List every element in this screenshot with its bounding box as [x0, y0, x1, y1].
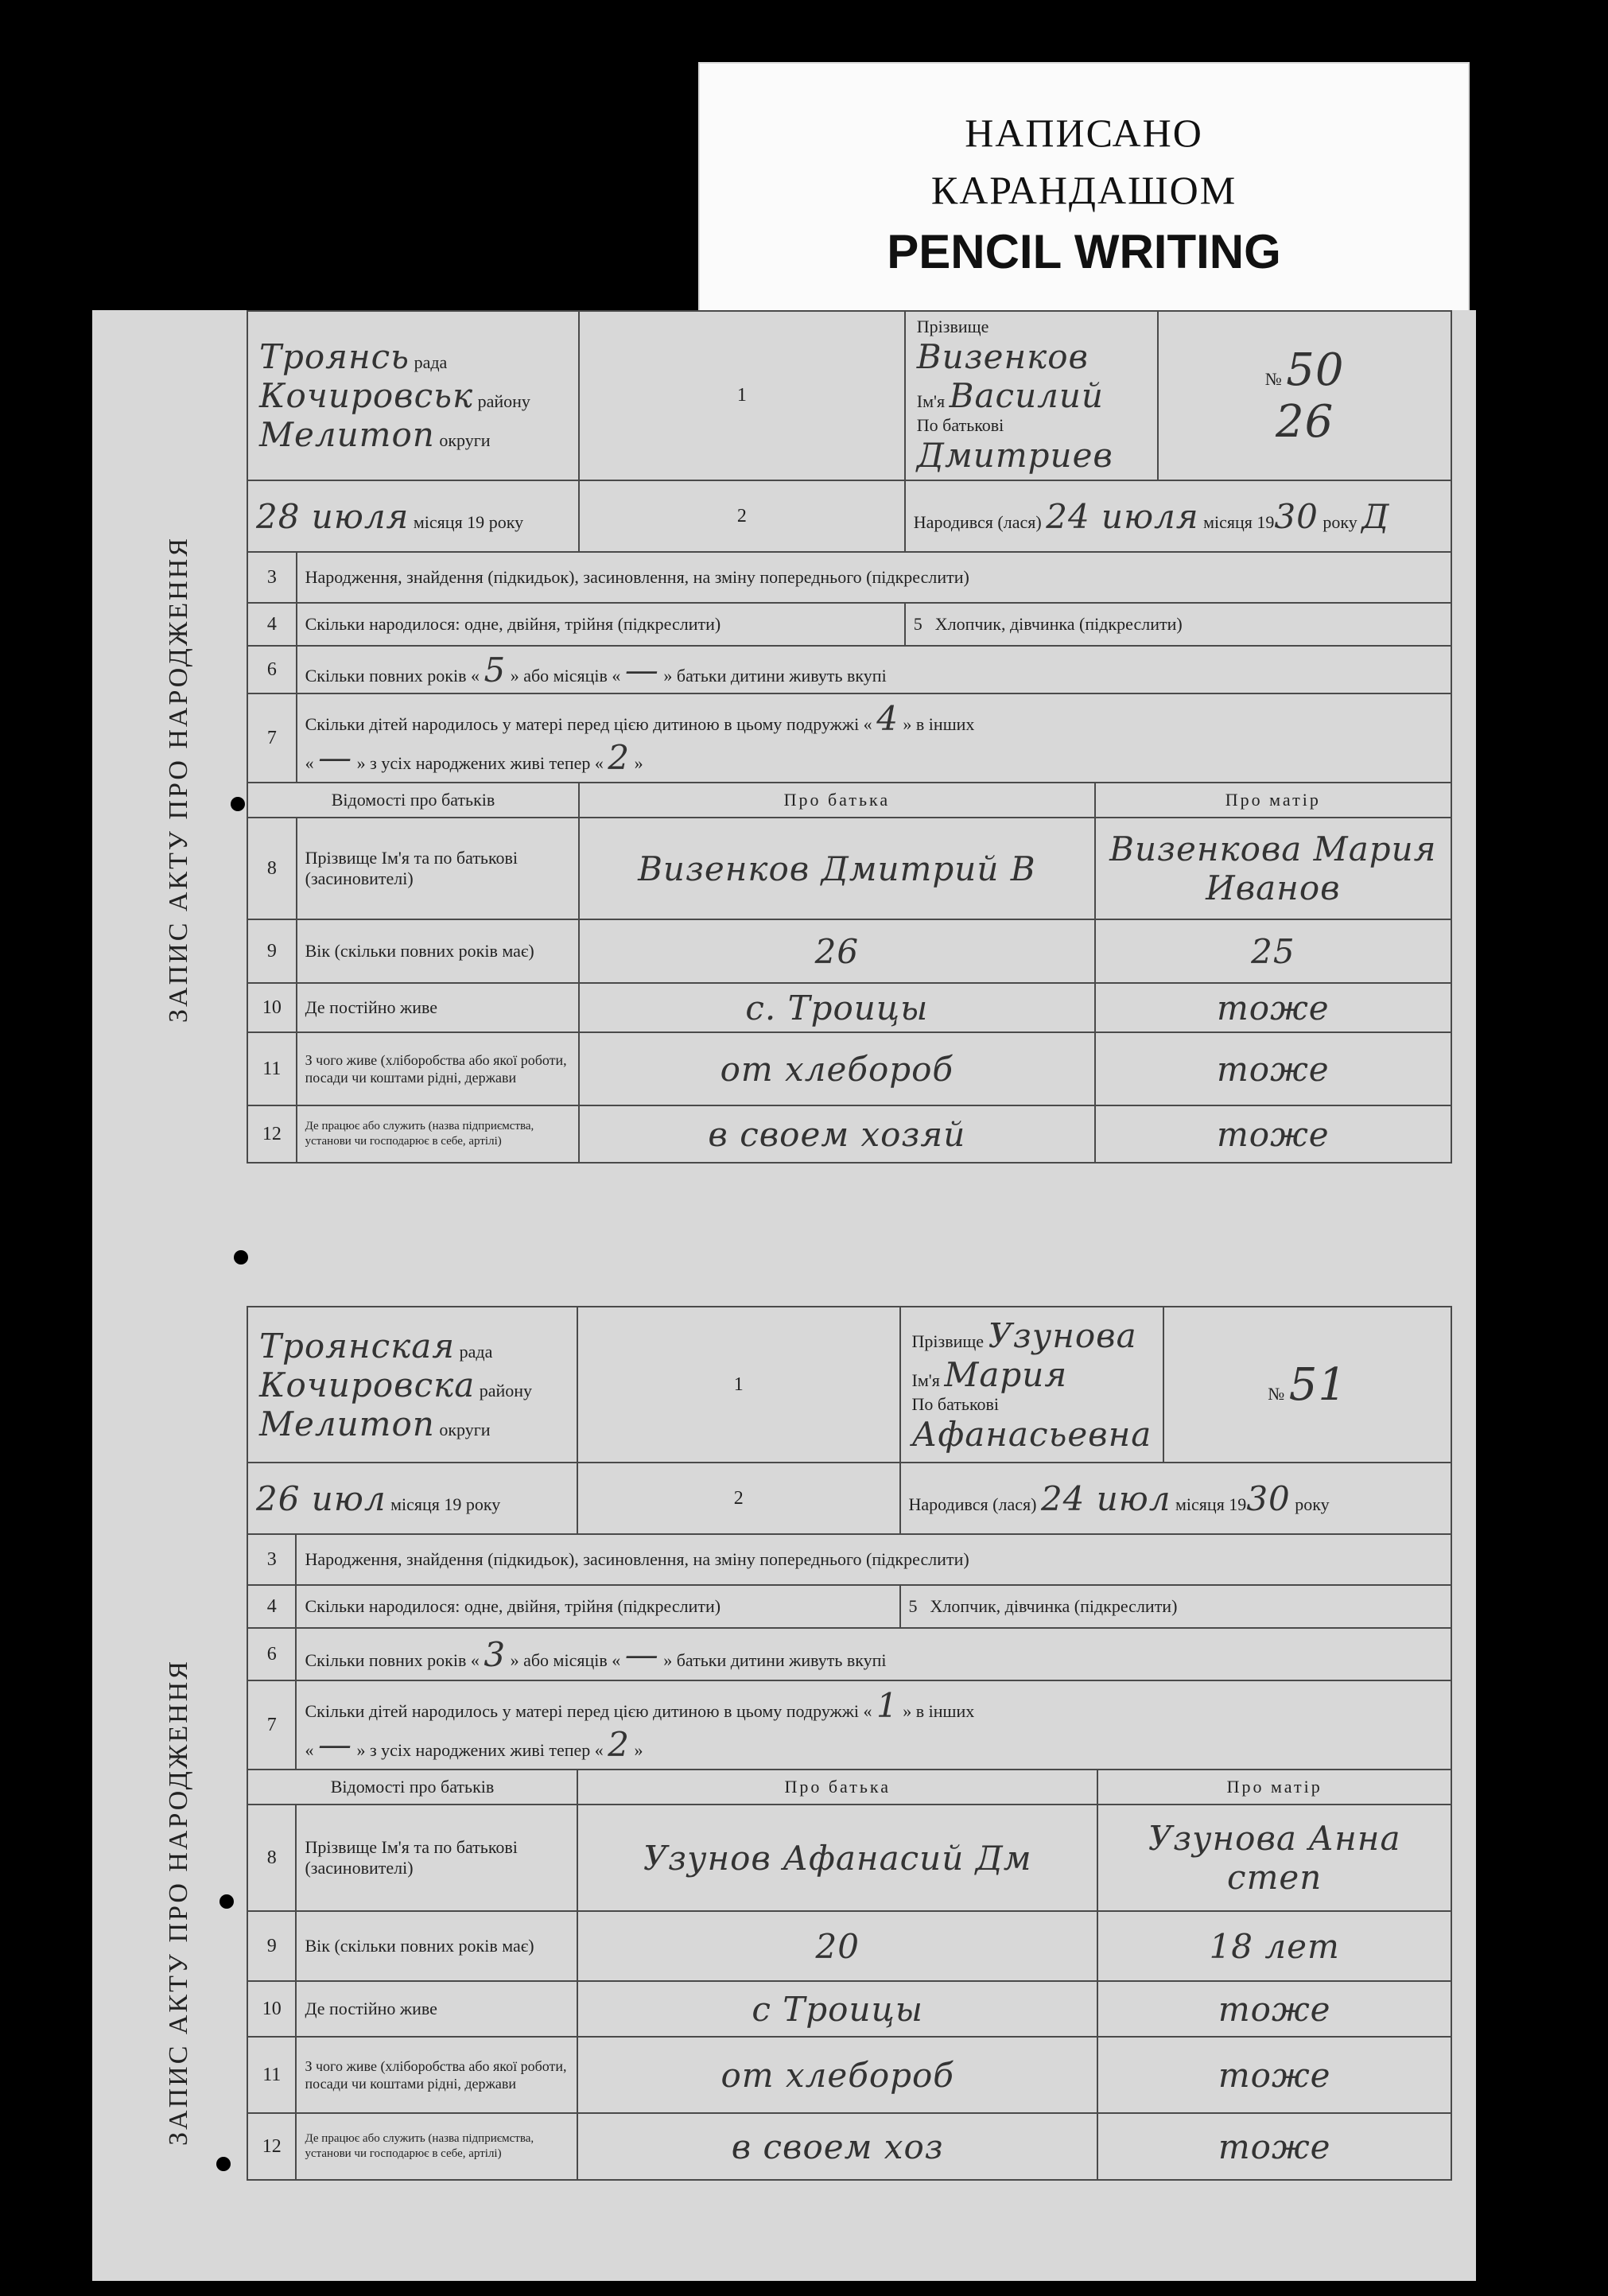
mother-age: 18 лет: [1097, 1911, 1451, 1981]
birth-record-51: [164, 1306, 1455, 2281]
row-5: Хлопчик, дівчинка (підкреслити): [930, 1596, 1178, 1616]
record-side-title: ЗАПИС АКТУ ПРО НАРОДЖЕННЯ: [164, 536, 193, 1023]
raion-label: району: [477, 391, 530, 411]
row-9-label: Вік (скільки повних років має): [296, 1911, 577, 1981]
pencil-writing-label: [698, 62, 1470, 318]
registration-date-cell: [247, 1463, 577, 1534]
registry-place-cell: [247, 1307, 577, 1463]
punch-hole: [231, 797, 245, 811]
mother-name: Визенкова Мария Иванов: [1095, 818, 1451, 919]
row-12-label: Де працює або служить (назва підприємства, установи чи господарює в себе, артілі): [297, 1105, 579, 1163]
surname-label: Прізвище: [911, 1331, 985, 1351]
name-value: Мария: [944, 1354, 1068, 1394]
marginal-note: Д: [1361, 496, 1390, 536]
father-age: 20: [577, 1911, 1097, 1981]
born-year-value: 30: [1274, 496, 1319, 536]
father-header: Про батька: [577, 1770, 1097, 1805]
row-7-before: 4: [876, 699, 899, 738]
born-label: Народився (лася): [908, 1494, 1037, 1514]
row-8-label: Прізвище Ім'я та по батькові (засиновителі): [296, 1805, 577, 1911]
row-6: Скільки повних років « 3 » або місяців « — » батьки дитини живуть вкупі: [296, 1628, 1451, 1680]
okrug-label: округи: [439, 430, 491, 450]
row-11-label: З чого живе (хліборобства або якої роботи, посади чи коштами рідні, держави: [296, 2037, 577, 2113]
label-line3: PENCIL WRITING: [887, 225, 1281, 278]
punch-hole: [234, 1250, 248, 1265]
row-5: Хлопчик, дівчинка (підкреслити): [934, 614, 1183, 634]
raion-label: району: [479, 1380, 533, 1401]
birth-record-50: [164, 310, 1455, 1210]
raion-value: Кочировськ: [259, 376, 474, 415]
okrug-value: Мелитоп: [259, 415, 435, 454]
row-5-cell: 5 Хлопчик, дівчинка (підкреслити): [900, 1585, 1451, 1628]
document-sheet: [92, 310, 1476, 2281]
row-8-label: Прізвище Ім'я та по батькові (засиновителі): [297, 818, 579, 919]
born-year-label: року: [1323, 511, 1357, 532]
row-7-alive: 2: [608, 1725, 630, 1764]
record-number-secondary: 26: [1276, 395, 1334, 448]
rada-label: рада: [459, 1341, 493, 1362]
mother-occupation: тоже: [1097, 2037, 1451, 2113]
punch-hole: [219, 1894, 234, 1909]
registration-date-value: 28 июля: [256, 496, 410, 536]
patronymic-label: По батькові: [916, 415, 1004, 435]
rada-label: рада: [414, 352, 448, 372]
child-name-cell: [905, 311, 1158, 480]
row-7-alive: 2: [608, 738, 631, 777]
born-month-label: місяця 19: [1203, 511, 1275, 532]
row-3: Народження, знайдення (підкидьок), засиновлення, на зміну попереднього (підкреслити): [297, 552, 1451, 603]
number-label: №: [1264, 368, 1282, 389]
mother-workplace: тоже: [1097, 2113, 1451, 2180]
row-3: Народження, знайдення (підкидьок), засиновлення, на зміну попереднього (підкреслити): [296, 1534, 1451, 1585]
rada-value: Троянская: [259, 1326, 456, 1366]
row-7: Скільки дітей народилось у матері перед цією дитиною в цьому подружжі « 1 » в інших « — » з усіх народжених живі тепер « 2 »: [296, 1680, 1451, 1770]
row-4: Скільки народилося: одне, двійня, трійня (підкреслити): [296, 1585, 899, 1628]
record-number: 50: [1286, 344, 1345, 396]
row-10-label: Де постійно живе: [296, 1981, 577, 2037]
raion-value: Кочировска: [259, 1365, 476, 1404]
patronymic-label: По батькові: [911, 1393, 1000, 1414]
row-6-years: 5: [484, 650, 507, 690]
record-form: Троянсь рада Кочировськ району Мелитоп округи 1 Прізвище Визенков Ім'я Василий По батькові Дмитриев № 50 26 28 июля місяця 19 року 2 Народився (лася) 24 июля місяця 1930 року Д 3 Народження, знайдення (підкидьок), засиновлення, на зміну попереднього (підкреслити) 4 Скільки народилося: одне, двійня, трійня (підкреслити) 5 Хлопчик, дівчинка (підкреслити) 6 Скільки повних років « 5 » або місяців « — » батьки дитини живуть вкупі 7 Скільки дітей народилось у матері перед цією дитиною в цьому подружжі « 4 » в інших « — » з усіх народжених живі тепер « 2 » Відомості про батьків Про батька Про матір 8 Прізвище Ім'я та по батькові (засиновителі) Визенков Дмитрий В Визенкова Мария Иванов 9 Вік (скільки повних років має) 26 25 10 Де постійно живе с. Троицы тоже 11 З чого живе (хліборобства або якої роботи, посади чи коштами рідні, держави от хлебороб тоже 12 Де працює або служить (назва підприємства, установи чи господарює в себе, артілі) в своем хозяй тоже: [247, 310, 1452, 1164]
patronymic-value: Афанасьевна: [911, 1414, 1152, 1454]
father-workplace: в своем хоз: [577, 2113, 1097, 2180]
born-day-value: 24 июл: [1040, 1478, 1171, 1518]
row-5-cell: 5 Хлопчик, дівчинка (підкреслити): [905, 603, 1451, 646]
registration-date-value: 26 июл: [256, 1478, 386, 1518]
mother-header: Про матір: [1097, 1770, 1451, 1805]
label-line2: КАРАНДАШОМ: [930, 168, 1237, 212]
born-year-value: 30: [1246, 1478, 1291, 1518]
registration-year-label: року: [488, 511, 524, 532]
parents-info-header: Відомості про батьків: [247, 783, 579, 818]
name-value: Василий: [949, 376, 1104, 415]
surname-value: Узунова: [988, 1315, 1137, 1355]
father-name: Узунов Афанасий Дм: [577, 1805, 1097, 1911]
number-label: №: [1268, 1383, 1285, 1404]
row-9-label: Вік (скільки повних років має): [297, 919, 579, 983]
registry-place-cell: [247, 311, 579, 480]
mother-workplace: тоже: [1095, 1105, 1451, 1163]
registration-month-label: місяця 19: [390, 1494, 462, 1514]
mother-residence: тоже: [1095, 983, 1451, 1032]
rada-value: Троянсь: [259, 337, 410, 376]
record-number: 51: [1288, 1358, 1348, 1411]
record-number-cell: [1163, 1307, 1451, 1463]
row-7: Скільки дітей народилось у матері перед цією дитиною в цьому подружжі « 4 » в інших « — » з усіх народжених живі тепер « 2 »: [297, 693, 1451, 783]
row-11-label: З чого живе (хліборобства або якої роботи, посади чи коштами рідні, держави: [297, 1032, 579, 1105]
mother-name: Узунова Анна степ: [1097, 1805, 1451, 1911]
child-name-cell: [900, 1307, 1164, 1463]
father-residence: с Троицы: [577, 1981, 1097, 2037]
label-line1: НАПИСАНО: [965, 111, 1203, 155]
surname-value: Визенков: [916, 337, 1089, 376]
birth-date-cell: [905, 480, 1451, 552]
born-year-label: року: [1295, 1494, 1330, 1514]
row-6-years: 3: [484, 1634, 507, 1674]
father-age: 26: [579, 919, 1095, 983]
row-6: Скільки повних років « 5 » або місяців « — » батьки дитини живуть вкупі: [297, 646, 1451, 693]
born-month-label: місяця 19: [1175, 1494, 1247, 1514]
father-occupation: от хлебороб: [577, 2037, 1097, 2113]
mother-residence: тоже: [1097, 1981, 1451, 2037]
registration-month-label: місяця 19: [413, 511, 485, 532]
record-form: Троянская рада Кочировска району Мелитоп округи 1 Прізвище Узунова Ім'я Мария По батькові Афанасьевна № 51 26 июл місяця 19 року 2 Народився (лася) 24 июл місяця 1930 року 3 Народження, знайдення (підкидьок), засиновлення, на зміну попереднього (підкреслити) 4 Скільки народилося: одне, двійня, трійня (підкреслити) 5 Хлопчик, дівчинка (підкреслити) 6 Скільки повних років « 3 » або місяців « — » батьки дитини живуть вкупі 7 Скільки дітей народилось у матері перед цією дитиною в цьому подружжі « 1 » в інших « — » з усіх народжених живі тепер « 2 » Відомості про батьків Про батька Про матір 8 Прізвище Ім'я та по батькові (засиновителі) Узунов Афанасий Дм Узунова Анна степ 9 Вік (скільки повних років має) 20 18 лет 10 Де постійно живе с Троицы тоже 11 З чого живе (хліборобства або якої роботи, посади чи коштами рідні, держави от хлебороб тоже 12 Де працює або служить (назва підприємства, установи чи господарює в себе, артілі) в своем хоз тоже: [247, 1306, 1452, 2181]
surname-label: Прізвище: [916, 317, 989, 336]
mother-occupation: тоже: [1095, 1032, 1451, 1105]
father-residence: с. Троицы: [579, 983, 1095, 1032]
row-12-label: Де працює або служить (назва підприємства, установи чи господарює в себе, артілі): [296, 2113, 577, 2180]
born-day-value: 24 июля: [1046, 496, 1199, 536]
row-4: Скільки народилося: одне, двійня, трійня (підкреслити): [297, 603, 905, 646]
parents-info-header: Відомості про батьків: [247, 1770, 577, 1805]
row-6-months: —: [624, 1634, 659, 1674]
father-workplace: в своем хозяй: [579, 1105, 1095, 1163]
row-7-other: —: [317, 1725, 352, 1764]
record-side-title: ЗАПИС АКТУ ПРО НАРОДЖЕННЯ: [164, 1659, 193, 2146]
mother-header: Про матір: [1095, 783, 1451, 818]
okrug-label: округи: [439, 1419, 491, 1439]
father-header: Про батька: [579, 783, 1095, 818]
punch-hole: [216, 2157, 231, 2171]
row-7-before: 1: [876, 1686, 899, 1725]
row-7-other: —: [318, 738, 353, 777]
name-label: Ім'я: [911, 1369, 940, 1390]
patronymic-value: Дмитриев: [916, 436, 1113, 475]
row-6-months: —: [624, 650, 659, 690]
registration-year-label: року: [465, 1494, 501, 1514]
registration-date-cell: [247, 480, 579, 552]
father-name: Визенков Дмитрий В: [579, 818, 1095, 919]
father-occupation: от хлебороб: [579, 1032, 1095, 1105]
okrug-value: Мелитоп: [259, 1404, 435, 1443]
birth-date-cell: [900, 1463, 1451, 1534]
row-10-label: Де постійно живе: [297, 983, 579, 1032]
mother-age: 25: [1095, 919, 1451, 983]
record-number-cell: [1158, 311, 1451, 480]
born-label: Народився (лася): [913, 511, 1042, 532]
name-label: Ім'я: [916, 391, 946, 411]
